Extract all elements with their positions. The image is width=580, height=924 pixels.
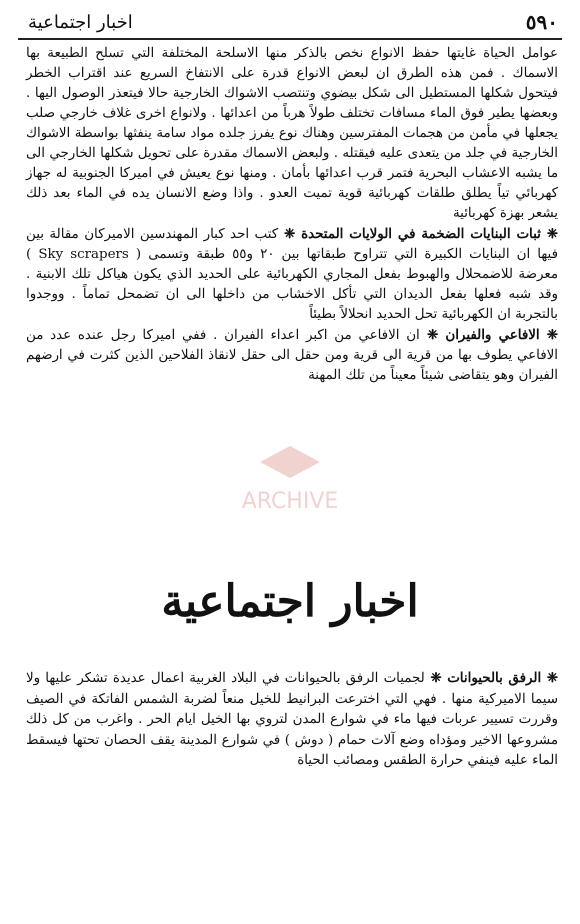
article-body — [26, 44, 558, 386]
paragraph-snakes — [26, 325, 558, 386]
ornament-icon: ❈ — [541, 670, 559, 686]
ornament-icon: ❈ — [424, 670, 448, 686]
paragraph-lead: الافاعي والفيران — [445, 327, 540, 343]
ornament-icon: ❈ — [540, 226, 559, 242]
paragraph-buildings — [26, 224, 558, 325]
section-title: اخبار اجتماعية — [161, 576, 419, 627]
watermark-text: ARCHIVE — [241, 489, 339, 514]
paragraph-text: عوامل الحياة غايتها حفظ الانواع نخص بالذكر منها الاسلحة المختلفة التي تسلح الطبيعة بها الاسماك . فمن هذه الطرق ان لبعض الانواع قدرة على الانتفاخ السريع عند اقتراب الخطر فيتحول شكلها المستطيل الى شكل بيضوي وتنتصب الاشواك الخارجية حالا فيتعذر الوصول اليها . وبعضها يطير فوق الماء مسافات تختلف طولاً هرباً من اعدائها . ولانواع اخرى غلاف خارجي صلب يجعلها في مأمن من هجمات المفترسين وهناك نوع يفرز جلده مواد سامة ينفثها بواسطة الاشواك الخارجية في جلد من يتعدى عليه فيقتله . ولبعض الاسماك مقدرة على تحويل شكلها الخارجي الى ما يشبه الاعشاب البحرية فتمر قرب اعدائها بأمان . ومنها نوع يعيش في اميركا الجنوبية له جهاز كهربائي تياً يطلق طلقات كهربائية قوية تميت العدو . واذا وضع الانسان يده في الماء بعد ذلك يشعر بهزة كهربائية — [26, 46, 558, 221]
page-number: ٥٩٠ — [525, 10, 558, 34]
ornament-icon: ❈ — [278, 226, 302, 242]
paragraph-text: ان الافاعي من اكبر اعداء الفيران . ففي اميركا رجل عنده عدد من الافاعي يطوف بها من قرية الى قرية ومن حقل الى حقل لانقاذ الفلاحين الذين كثرت في ارضهم الفيران وهو يتقاضى شيئاً معيناً من تلك المهنة — [26, 328, 558, 383]
section-body — [26, 668, 558, 772]
paragraph-fish-weapons — [26, 44, 558, 224]
paragraph-text: لجميات الرفق بالحيوانات في البلاد الغربية اعمال عديدة تشكر عليها ولا سيما الاميركية منها . فهي التي اخترعت البرانيط للخيل منعاً لضربة الشمس الفاتكة في الصيف وقررت تسيير عربات فيها ماء في شوارع المدن لتروي بها الخيل ايام الحر . واغرب من كل ذلك مشروعها الاخير ومؤداه وضع آلات حمام ( دوش ) في شوارع المدينة يقف الحصان تحتها فيسقط الماء عليه فينفي حرارة الطقس ومصائب الحياة — [26, 671, 558, 768]
ornament-icon: ❈ — [419, 327, 446, 343]
ornament-icon: ❈ — [539, 327, 558, 343]
archive-watermark-icon — [220, 440, 360, 520]
page-header — [18, 8, 562, 40]
running-title: اخبار اجتماعية — [28, 12, 133, 33]
paragraph-animal-kindness — [26, 668, 558, 772]
paragraph-lead: ثبات البنايات الضخمة في الولايات المتحدة — [301, 226, 541, 242]
paragraph-lead: الرفق بالحيوانات — [447, 670, 542, 686]
paragraph-text: كتب احد كبار المهندسين الاميركان مقالة بين فيها ان البنايات الكبيرة التي تتراوح طبقاتها بين ٢٠ و٥٥ طبقة وتسمى ( Sky scrapers ) معرضة للاضمحلال والهبوط بفعل المجاري الكهربائية على الحديد الذي يكون هياكل تلك الابنية . وقد شبه فعلها بفعل الديدان التي تأكل الاخشاب من داخلها الى ان تضمحل تماماً . ووجدوا بالتجربة ان الكهربائية تحل الحديد انحلالاً بطيئاً — [26, 227, 558, 322]
